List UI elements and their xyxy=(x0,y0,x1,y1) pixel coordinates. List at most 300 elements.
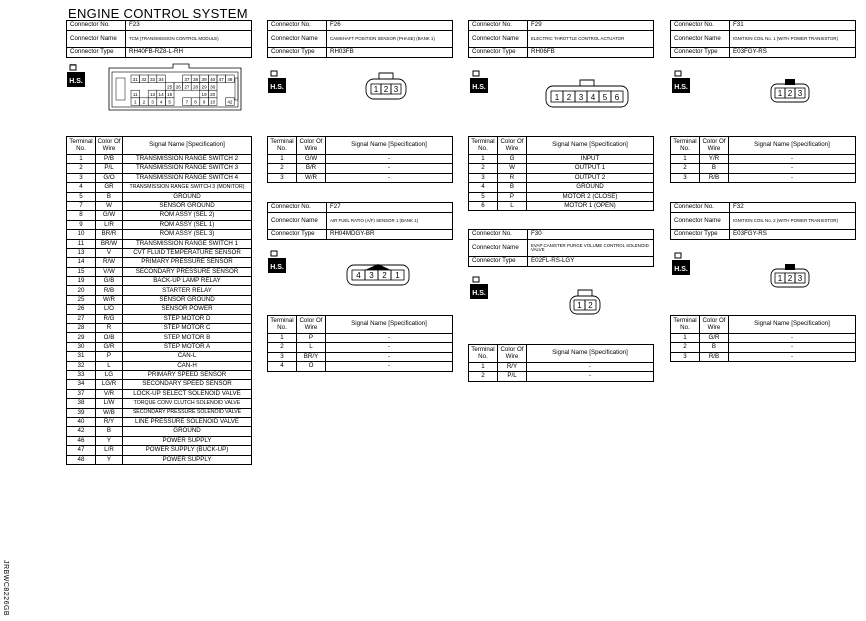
terminal-row xyxy=(67,201,252,210)
terminal-row xyxy=(67,446,252,455)
terminal-no: 38 xyxy=(67,399,96,408)
terminal-no: 32 xyxy=(67,361,96,370)
terminal-row xyxy=(67,155,252,164)
terminal-row xyxy=(268,155,453,164)
pin-label: 2 xyxy=(566,93,572,102)
signal-name: SENSOR POWER xyxy=(123,305,252,314)
pin-label: 25 xyxy=(167,84,173,90)
signal-name: CVT FLUID TEMPERATURE SENSOR xyxy=(123,248,252,257)
wire-color: B xyxy=(96,192,123,201)
terminal-no: 2 xyxy=(671,164,700,173)
svg-text:H.S.: H.S. xyxy=(270,84,284,91)
label-connector-name: Connector Name xyxy=(67,31,126,48)
wire-color: O xyxy=(297,362,326,371)
terminal-no: 4 xyxy=(67,183,96,192)
pin-label: 20 xyxy=(210,92,216,97)
wire-color: V/W xyxy=(96,267,123,276)
connector-face-f31 xyxy=(762,77,818,103)
signal-name: MOTOR 1 (OPEN) xyxy=(527,201,654,210)
signal-name: CAN-H xyxy=(123,361,252,370)
terminal-row xyxy=(671,173,856,182)
pin-label: 4 xyxy=(356,271,361,280)
svg-text:H.S.: H.S. xyxy=(270,264,284,271)
terminal-row xyxy=(268,334,453,343)
terminal-no: 3 xyxy=(671,173,700,182)
signal-name: - xyxy=(729,155,856,164)
terminal-row xyxy=(67,361,252,370)
pin-label: 1 xyxy=(577,301,582,310)
svg-text:H.S.: H.S. xyxy=(472,290,486,297)
terminal-row xyxy=(67,173,252,182)
terminal-row xyxy=(67,314,252,323)
signal-table-f26: Terminal No. Color Of Wire Signal Name [Specification] 1 G/W - 2 B/R - 3 W/R - xyxy=(267,136,453,183)
signal-name: TRANSMISSION RANGE SWITCH 4 xyxy=(123,173,252,182)
signal-table-f31: Terminal No. Color Of Wire Signal Name [Specification] 1 Y/R - 2 B - 3 R/B - xyxy=(670,136,856,183)
signal-name: - xyxy=(527,363,654,372)
signal-name: - xyxy=(729,164,856,173)
wire-color: B/R xyxy=(297,164,326,173)
terminal-no: 8 xyxy=(67,211,96,220)
wire-color: V/R xyxy=(96,389,123,398)
pin-label: 7 xyxy=(185,99,189,105)
page-title: ENGINE CONTROL SYSTEM xyxy=(68,6,248,21)
pin-label: 3 xyxy=(369,271,374,280)
terminal-no: 15 xyxy=(67,267,96,276)
terminal-no: 2 xyxy=(671,343,700,352)
signal-name: PRIMARY SPEED SENSOR xyxy=(123,370,252,379)
signal-name: INPUT xyxy=(527,155,654,164)
signal-name: STEP MOTOR B xyxy=(123,333,252,342)
terminal-no: 7 xyxy=(67,201,96,210)
signal-name: OUTPUT 2 xyxy=(527,173,654,182)
terminal-no: 48 xyxy=(67,455,96,464)
terminal-no: 4 xyxy=(268,362,297,371)
wire-color: W xyxy=(96,201,123,210)
connector-name-f27: AIR FUEL RATIO (A/F) SENSOR 1 (BANK 1) xyxy=(327,213,453,230)
wire-color: BR/W xyxy=(96,239,123,248)
pin-label: 9 xyxy=(202,99,206,105)
terminal-row xyxy=(67,333,252,342)
connector-no-f23: F23 xyxy=(126,21,252,31)
terminal-row xyxy=(67,239,252,248)
terminal-no: 5 xyxy=(469,192,498,201)
signal-name: STEP MOTOR C xyxy=(123,324,252,333)
signal-name: - xyxy=(326,155,453,164)
connector-type-f30: E02FL-RS-LGY xyxy=(528,257,654,267)
connector-info-f29: Connector No. F29 Connector Name ELECTRIC THROTTLE CONTROL ACTUATOR Connector Type RH06FB xyxy=(468,20,654,58)
wire-color: P xyxy=(96,352,123,361)
signal-name: SECONDARY SPEED SENSOR xyxy=(123,380,252,389)
signal-name: LINE PRESSURE SOLENOID VALVE xyxy=(123,417,252,426)
terminal-row xyxy=(671,352,856,361)
pin-label: 39 xyxy=(201,76,207,82)
terminal-row xyxy=(67,370,252,379)
connector-no-f30: F30 xyxy=(528,230,654,240)
signal-name: MOTOR 2 (CLOSE) xyxy=(527,192,654,201)
connector-no-f27: F27 xyxy=(327,203,453,213)
signal-name: PRIMARY PRESSURE SENSOR xyxy=(123,258,252,267)
signal-name: - xyxy=(729,173,856,182)
terminal-no: 1 xyxy=(67,155,96,164)
wire-color: G/B xyxy=(96,277,123,286)
terminal-row xyxy=(469,164,654,173)
pin-label: 2 xyxy=(787,274,793,283)
wire-color: BR/R xyxy=(96,230,123,239)
signal-name: SENSOR GROUND xyxy=(123,201,252,210)
terminal-row xyxy=(268,164,453,173)
terminal-no: 19 xyxy=(67,277,96,286)
connector-type-f31: E03FGY-RS xyxy=(730,48,856,58)
signal-name: POWER SUPPLY xyxy=(123,455,252,464)
connector-name-f23: TCM (TRANSMISSION CONTROL MODULE) xyxy=(126,31,252,48)
wire-color: G/W xyxy=(96,211,123,220)
hs-label: H.S. xyxy=(69,78,83,85)
terminal-row xyxy=(67,295,252,304)
connector-face-f26 xyxy=(358,70,414,104)
pin-label: 13 xyxy=(149,92,156,97)
wire-color: P/B xyxy=(96,155,123,164)
terminal-no: 20 xyxy=(67,286,96,295)
connector-face-f30 xyxy=(562,288,608,318)
signal-name: TRANSMISSION RANGE SWITCH 1 xyxy=(123,239,252,248)
pin-label: 1 xyxy=(777,89,783,98)
signal-name: - xyxy=(326,173,453,182)
terminal-no: 30 xyxy=(67,342,96,351)
harness-side-icon-f29 xyxy=(469,69,489,93)
signal-name: GROUND xyxy=(123,427,252,436)
terminal-no: 6 xyxy=(469,201,498,210)
pin-label: 5 xyxy=(168,99,171,105)
terminal-row xyxy=(67,427,252,436)
wire-color: W/R xyxy=(96,295,123,304)
signal-name: GROUND xyxy=(527,183,654,192)
pin-label: 40 xyxy=(210,76,216,82)
pin-label: 4 xyxy=(159,99,163,105)
wire-color: G/W xyxy=(297,155,326,164)
terminal-row xyxy=(67,352,252,361)
terminal-no: 40 xyxy=(67,417,96,426)
signal-name: SENSOR GROUND xyxy=(123,295,252,304)
terminal-row xyxy=(268,362,453,371)
pin-label: 3 xyxy=(393,85,399,94)
wire-color: B xyxy=(700,164,729,173)
signal-name: - xyxy=(326,343,453,352)
signal-name: STARTER RELAY xyxy=(123,286,252,295)
signal-name: SECONDARY PRESSURE SOLENOID VALVE xyxy=(123,408,252,417)
signal-table-f27: Terminal No. Color Of Wire Signal Name [Specification] 1 P - 2 L - 3 BR/Y - 4 O - xyxy=(267,315,453,372)
signal-name: ROM ASSY (SEL 3) xyxy=(123,230,252,239)
connector-info-f30: Connector No. F30 Connector Name EVAP CANISTER PURGE VOLUME CONTROL SOLENOID VALVE Connector Type E02FL-RS-LGY xyxy=(468,229,654,267)
terminal-no: 3 xyxy=(268,352,297,361)
terminal-row xyxy=(67,408,252,417)
terminal-no: 10 xyxy=(67,230,96,239)
connector-name-f29: ELECTRIC THROTTLE CONTROL ACTUATOR xyxy=(528,31,654,48)
terminal-no: 39 xyxy=(67,408,96,417)
terminal-row xyxy=(67,183,252,192)
terminal-row xyxy=(67,286,252,295)
terminal-no: 2 xyxy=(268,343,297,352)
svg-text:H.S.: H.S. xyxy=(472,84,486,91)
wire-color: P/L xyxy=(498,372,527,381)
signal-name: - xyxy=(326,352,453,361)
connector-face-f32 xyxy=(762,262,818,288)
harness-side-icon-f26 xyxy=(267,69,287,93)
pin-label: 2 xyxy=(383,85,389,94)
wire-color: LG/R xyxy=(96,380,123,389)
pin-label: 3 xyxy=(797,89,803,98)
wire-color: BR/Y xyxy=(297,352,326,361)
terminal-row xyxy=(469,201,654,210)
terminal-no: 47 xyxy=(67,446,96,455)
signal-name: - xyxy=(326,362,453,371)
harness-side-icon-f23 xyxy=(66,63,86,87)
terminal-no: 27 xyxy=(67,314,96,323)
wire-color: Y xyxy=(96,436,123,445)
signal-name: POWER SUPPLY (BUCK-UP) xyxy=(123,446,252,455)
pin-label: 2 xyxy=(588,301,593,310)
pin-label: 4 xyxy=(590,93,596,102)
wire-color: L xyxy=(498,201,527,210)
signal-name: GROUND xyxy=(123,192,252,201)
wire-color: R/B xyxy=(700,352,729,361)
connector-face-f23 xyxy=(107,62,243,112)
terminal-row xyxy=(67,230,252,239)
wire-color: B xyxy=(700,343,729,352)
terminal-no: 5 xyxy=(67,192,96,201)
pin-label: 2 xyxy=(787,89,793,98)
wire-color: B xyxy=(498,183,527,192)
pin-label: 2 xyxy=(142,99,146,105)
terminal-no: 46 xyxy=(67,436,96,445)
signal-name: - xyxy=(326,164,453,173)
terminal-row xyxy=(671,343,856,352)
pin-label: 34 xyxy=(158,76,164,82)
signal-name: - xyxy=(729,343,856,352)
connector-face-f29 xyxy=(541,78,633,110)
terminal-no: 33 xyxy=(67,370,96,379)
terminal-no: 3 xyxy=(671,352,700,361)
terminal-row xyxy=(67,258,252,267)
wire-color: L xyxy=(96,361,123,370)
terminal-row xyxy=(469,183,654,192)
terminal-row xyxy=(469,192,654,201)
signal-name: - xyxy=(527,372,654,381)
pin-label: 1 xyxy=(777,274,783,283)
signal-name: OUTPUT 1 xyxy=(527,164,654,173)
terminal-row xyxy=(67,417,252,426)
terminal-no: 26 xyxy=(67,305,96,314)
terminal-row xyxy=(67,380,252,389)
terminal-no: 14 xyxy=(67,258,96,267)
terminal-no: 42 xyxy=(67,427,96,436)
connector-info-f31: Connector No. F31 Connector Name IGNITION COIL No. 1 (WITH POWER TRANSISTOR) Connector Type E03FGY-RS xyxy=(670,20,856,58)
pin-label: 3 xyxy=(797,274,803,283)
svg-text:H.S.: H.S. xyxy=(674,84,688,91)
terminal-no: 3 xyxy=(67,173,96,182)
signal-name: - xyxy=(729,334,856,343)
pin-label: 1 xyxy=(395,271,400,280)
signal-name: POWER SUPPLY xyxy=(123,436,252,445)
pin-label: 19 xyxy=(201,92,207,97)
pin-label: 1 xyxy=(554,93,560,102)
wire-color: G/R xyxy=(700,334,729,343)
terminal-row xyxy=(67,436,252,445)
wire-color: R/W xyxy=(96,258,123,267)
wire-color: L/O xyxy=(96,305,123,314)
wire-color: O/B xyxy=(96,333,123,342)
terminal-no: 1 xyxy=(469,363,498,372)
terminal-row xyxy=(67,277,252,286)
signal-name: - xyxy=(729,352,856,361)
signal-name: LOCK-UP SELECT SOLENOID VALVE xyxy=(123,389,252,398)
pin-label: 1 xyxy=(134,99,137,105)
terminal-row xyxy=(671,334,856,343)
connector-type-f32: E03FGY-RS xyxy=(730,230,856,240)
label-connector-type: Connector Type xyxy=(67,48,126,58)
pin-label: 3 xyxy=(151,99,154,105)
signal-name: CAN-L xyxy=(123,352,252,361)
terminal-no: 1 xyxy=(671,155,700,164)
terminal-no: 2 xyxy=(469,372,498,381)
connector-no-f32: F32 xyxy=(730,203,856,213)
harness-side-icon-f30 xyxy=(469,275,489,299)
wire-color: P/L xyxy=(96,164,123,173)
terminal-no: 11 xyxy=(67,239,96,248)
signal-table-f29: Terminal No. Color Of Wire Signal Name [Specification] 1 G INPUT 2 W OUTPUT 1 3 R OUTPUT 2 4 B GROUND 5 P MOTOR 2 (CLOSE) 6 L MOTOR 1 (OPEN) xyxy=(468,136,654,211)
wire-color: R/B xyxy=(700,173,729,182)
terminal-no: 2 xyxy=(67,164,96,173)
terminal-row xyxy=(469,155,654,164)
pin-label: 28 xyxy=(192,84,199,90)
harness-side-icon-f32 xyxy=(671,251,691,275)
pin-label: 37 xyxy=(184,76,190,82)
wire-color: L/W xyxy=(96,399,123,408)
pin-label: 42 xyxy=(227,99,233,105)
terminal-no: 1 xyxy=(268,334,297,343)
pin-label: 15 xyxy=(167,92,173,97)
terminal-row xyxy=(67,164,252,173)
pin-label: 29 xyxy=(201,84,207,90)
connector-name-f31: IGNITION COIL No. 1 (WITH POWER TRANSISTOR) xyxy=(730,31,856,48)
terminal-no: 9 xyxy=(67,220,96,229)
pin-label: 30 xyxy=(210,84,216,90)
wire-color: P xyxy=(297,334,326,343)
signal-name: STEP MOTOR A xyxy=(123,342,252,351)
terminal-row xyxy=(469,372,654,381)
signal-name: TORQUE CONV CLUTCH SOLENOID VALVE xyxy=(123,399,252,408)
pin-label: 27 xyxy=(184,84,190,90)
signal-table-f32: Terminal No. Color Of Wire Signal Name [Specification] 1 G/R - 2 B - 3 R/B - xyxy=(670,315,856,362)
harness-side-icon-f27 xyxy=(267,249,287,273)
signal-name: SECONDARY PRESSURE SENSOR xyxy=(123,267,252,276)
connector-name-f32: IGNITION COIL No. 2 (WITH POWER TRANSISTOR) xyxy=(730,213,856,230)
terminal-no: 29 xyxy=(67,333,96,342)
wire-color: GR xyxy=(96,183,123,192)
pin-label: 26 xyxy=(175,84,181,90)
connector-name-f30: EVAP CANISTER PURGE VOLUME CONTROL SOLENOID VALVE xyxy=(528,240,654,257)
signal-name: - xyxy=(326,334,453,343)
pin-label: 47 xyxy=(218,76,224,82)
terminal-no: 3 xyxy=(268,173,297,182)
wire-color: L/R xyxy=(96,220,123,229)
terminal-row xyxy=(67,248,252,257)
pin-label: 33 xyxy=(149,76,156,82)
pin-label: 38 xyxy=(192,76,199,82)
terminal-no: 2 xyxy=(268,164,297,173)
terminal-row xyxy=(671,164,856,173)
pin-label: 14 xyxy=(158,92,164,97)
terminal-no: 31 xyxy=(67,352,96,361)
connector-info-f23 xyxy=(66,20,252,58)
pin-label: 10 xyxy=(210,99,216,105)
terminal-row xyxy=(671,155,856,164)
terminal-no: 37 xyxy=(67,389,96,398)
wire-color: L xyxy=(297,343,326,352)
terminal-no: 1 xyxy=(469,155,498,164)
terminal-row xyxy=(67,399,252,408)
terminal-no: 25 xyxy=(67,295,96,304)
wire-color: R xyxy=(96,324,123,333)
diagram-code: JRBWC8226GB xyxy=(2,560,9,617)
terminal-row xyxy=(67,342,252,351)
signal-name: TRANSMISSION RANGE SWITCH 3 (MONITOR) xyxy=(123,183,252,192)
wire-color: W/R xyxy=(297,173,326,182)
pin-label: 32 xyxy=(141,76,147,82)
pin-label: 5 xyxy=(602,93,608,102)
connector-info-f26: Connector No. F26 Connector Name CAMSHAFT POSITION SENSOR (PHASE) (BANK 1) Connector Type RH03FB xyxy=(267,20,453,58)
wire-color: R/G xyxy=(96,314,123,323)
wire-color: W/B xyxy=(96,408,123,417)
terminal-no: 34 xyxy=(67,380,96,389)
terminal-row xyxy=(268,352,453,361)
terminal-row xyxy=(67,455,252,464)
wire-color: G/R xyxy=(96,342,123,351)
svg-text:H.S.: H.S. xyxy=(674,266,688,273)
terminal-row xyxy=(67,192,252,201)
terminal-no: 1 xyxy=(671,334,700,343)
pin-label: 31 xyxy=(132,76,138,82)
wire-color: Y xyxy=(96,455,123,464)
signal-name: STEP MOTOR D xyxy=(123,314,252,323)
terminal-row xyxy=(67,305,252,314)
signal-name: BACK-UP LAMP RELAY xyxy=(123,277,252,286)
connector-name-f26: CAMSHAFT POSITION SENSOR (PHASE) (BANK 1) xyxy=(327,31,453,48)
terminal-row xyxy=(67,389,252,398)
connector-info-f27: Connector No. F27 Connector Name AIR FUEL RATIO (A/F) SENSOR 1 (BANK 1) Connector Type RH04MDGY-BR xyxy=(267,202,453,240)
connector-no-f31: F31 xyxy=(730,21,856,31)
wire-color: R/Y xyxy=(498,363,527,372)
terminal-no: 1 xyxy=(268,155,297,164)
connector-type-f27: RH04MDGY-BR xyxy=(327,230,453,240)
wire-color: R xyxy=(498,173,527,182)
wire-color: G xyxy=(498,155,527,164)
wire-color: Y/R xyxy=(700,155,729,164)
wire-color: P xyxy=(498,192,527,201)
pin-label: 48 xyxy=(227,76,233,82)
pin-label: 3 xyxy=(578,93,584,102)
terminal-no: 28 xyxy=(67,324,96,333)
wire-color: V xyxy=(96,248,123,257)
connector-type-f23: RH40FB-RZ8-L-RH xyxy=(126,48,252,58)
wire-color: R/B xyxy=(96,286,123,295)
signal-table-f30: Terminal No. Color Of Wire Signal Name [Specification] 1 R/Y - 2 P/L - xyxy=(468,344,654,382)
harness-side-icon-f31 xyxy=(671,69,691,93)
terminal-row xyxy=(67,211,252,220)
terminal-row xyxy=(268,343,453,352)
terminal-row xyxy=(67,220,252,229)
wire-color: W xyxy=(498,164,527,173)
wire-color: LG xyxy=(96,370,123,379)
